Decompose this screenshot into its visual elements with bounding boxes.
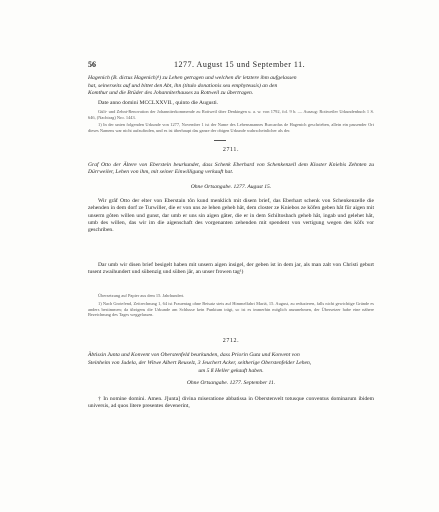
doc2712-summary-line-1: Äbtissin Junta und Konvent von Oberstenfeld beurkunden, dass Priorin Guta und Konvent von (88, 352, 300, 358)
doc2710-text-line-2: hat, seinerseits auf und bittet den Abt, ihn (titulo donationis seu emphyteusis) an den (88, 82, 278, 89)
doc2712-summary-line-3: um 5 ß Heller gekauft haben. (198, 368, 264, 374)
doc2712-summary-line-2: Steinheim von Judela, der Witwe Albert Reuselz, 3 Jeuchert Acker, seitherige Oberstenfelder Lehen, (88, 360, 312, 366)
doc2710-text-line-1: Hagenich (B. dictus Hagenich)¹) zu Lehen getragen und welchen dir letztere ihm aufgelassen (88, 75, 297, 81)
doc2710-text-line-3: Komthur und die Brüder des Johanniterhauses zu Rottweil zu übertragen. (88, 90, 254, 96)
doc2710-footnote: 1) In der unten folgenden Urkunde von 1277, November 1 ist der Name des Lehensmannes Burcardus de Hagenich geschrieben, allein ein passender Ort dieses Namens war nicht aufzufinden, und es ist überhaupt das ganze der obigen Urkunde wahrscheinlicher als der. (88, 122, 374, 133)
doc2711-place-date: Ohne Ortsangabe. 1277. August 15. (190, 184, 272, 190)
doc2711-summary: Graf Otto der Ältere von Eberstein beurkundet, dass Schenk Eberhard von Schenkenzell dem Kloster Kniebis Zehnten zu Dürrweiler, Lehen von ihm, mit seiner Einwilligung verkauft hat. (88, 162, 374, 176)
doc2710-date-line: Date anno domini MCCLXXVII., quinto die Augusti. (98, 100, 219, 106)
doc2710-source-note: Gült- und Zehnt-Renovation der Johanniterkommende zu Rottweil über Denkingen u. a. w. von 1792, fol. 9 b. — Auszug: Rottweiler Urkundenbuch 1 S. 646, (Nachtrag) Nro. 1443. (88, 109, 374, 120)
doc2712-number: 2712. (222, 338, 240, 344)
running-header (88, 60, 374, 72)
doc2711-footnote: 1) Nach Grotefend, Zeitrechnung 1, 64 ist Frauentag ohne Beisatz stets auf Himmelfahrt Mariä, 15. August, zu reduzieren, falls nicht gewichtige Gründe es anders bestimmen; da übrigens die Urkunde am Schlusse kein Punktum trägt, so ist es immerhin möglich anzunehmen, der Übersetzer habe eine nähere Bezeichnung des Tages weggelassen. (88, 301, 374, 317)
page-number: 56 (88, 60, 96, 69)
doc2711-number: 2711. (222, 147, 240, 153)
doc2712-place-date: Ohne Ortsangabe. 1277. September 11. (186, 380, 276, 386)
doc2711-text-paragraph-2: Dar umb wir disen brief besigelt haben mit unsern aigen insigel, der geben ist in dem jar, als man zalt von Christi geburt tusent zwaihundert und sübenzig und süben jâr, an unser frowen tag¹) (88, 262, 374, 276)
doc2711-transmission-note: Übersetzung auf Papier aus dem 15. Jahrhundert. (98, 293, 185, 298)
section-divider (214, 140, 226, 141)
running-title: 1277. August 15 und September 11. (174, 60, 306, 69)
doc2711-text-paragraph-1: Wir grâf Otto der elter von Eberstain tôn kund menklich mit disem brief, das Eberhart schenk von Schenkenzelle die zehenden in dem dorf ze Turwiller, die er von uns ze lehen geheb hât, dem closter ze Kniebos ze köfen geben hât für aigen mit unserm gôten willen und gunst, dar umb er uns sin aigen gâter, die er in dem Schiltosbach geheb hât, ingab und gelehet hât, umb des willen, das wir im die aigenschaft des vorgenanten zehenden mit spendent von vertigung wegen des köfs vor geschriben. (88, 198, 374, 234)
doc2712-text: † In nomine domini. Amen. J[unta] divina miseratione abbatissa in Oberstenvelt totusque conventus dominarum ibidem universis, ad quos litere presentes devenerint, (88, 396, 374, 410)
